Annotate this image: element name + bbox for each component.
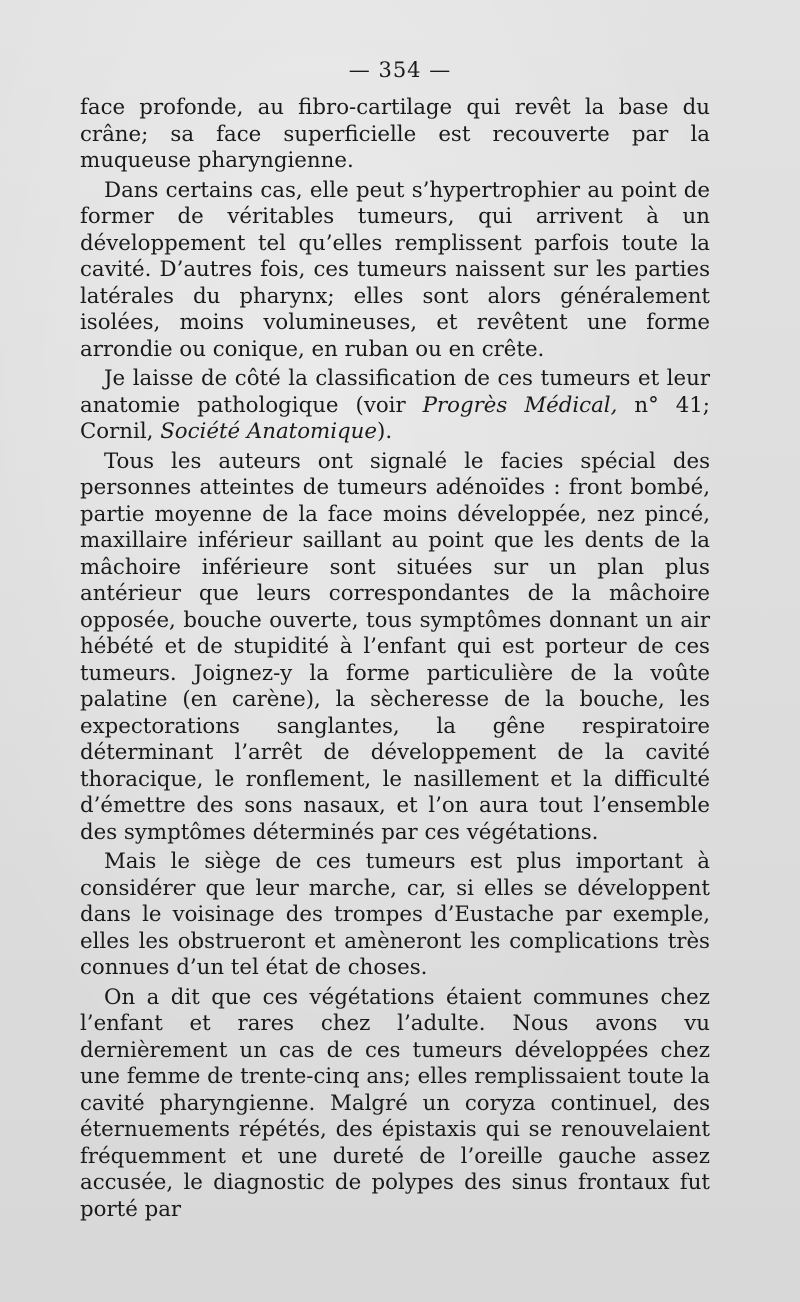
paragraph-hypertrophy — [80, 178, 710, 364]
journal-title: Progrès Médical, — [422, 392, 618, 418]
paragraph-classification — [80, 366, 710, 446]
paragraph-text: n° 41; Cornil, — [80, 392, 710, 444]
paragraph-text: Dans certains cas, elle peut s’hypertrophier au point de former de véritables tumeurs, qui arrivent à un développement tel qu’elles remplissent parfois toute la cavité. D’autres fois, ces tumeurs naissent sur les parties latérales du pharynx; elles sont alors généralement isolées, moins volumineuses, et revêtent une forme arrondie ou conique, en ruban ou en crête. — [80, 177, 710, 362]
paragraph-continuation — [80, 95, 710, 175]
paragraph-text: Je laisse de côté la classification de ces tumeurs et leur anatomie pathologique (voir — [80, 366, 710, 418]
paragraph-case — [80, 985, 710, 1224]
paragraph-text: On a dit que ces végétations étaient communes chez l’enfant et rares chez l’adulte. Nous avons vu dernièrement un cas de ces tumeurs développées chez une femme de trente-cinq ans; elles remplissaient toute la cavité pharyngienne. Malgré un coryza continuel, des éternuements répétés, des épistaxis qui se renouvelaient fréquemment et une dureté de l’oreille gauche assez accusée, le diagnostic de polypes des sinus frontaux fut porté par — [80, 984, 710, 1222]
paragraph-text: ). — [377, 419, 393, 444]
paragraph-text: Mais le siège de ces tumeurs est plus important à considérer que leur marche, car, si elles se développent dans le voisinage des trompes d’Eustache par exemple, elles les obstrueront et amèneront les complications très connues d’un tel état de choses. — [80, 849, 710, 980]
society-title: Société Anatomique — [160, 419, 378, 444]
paragraph-text: Tous les auteurs ont signalé le facies spécial des personnes atteintes de tumeurs adénoïdes : front bombé, partie moyenne de la face moins développée, nez pincé, maxillaire inférieur saillant au point que les dents de la mâchoire inférieure sont situées sur un plan plus antérieur que leurs correspondantes de la mâchoire opposée, bouche ouverte, tous symptômes donnant un air hébété et de stupidité à l’enfant qui est porteur de ces tumeurs. Joignez-y la forme particulière de la voûte palatine (en carène), la sècheresse de la bouche, les expectorations sanglantes, la gêne respiratoire déterminant l’arrêt de développement de la cavité thoracique, le ronflement, le nasillement et la difficulté d’émettre des sons nasaux, et l’on aura tout l’ensemble des symptômes déterminés par ces végétations. — [80, 448, 710, 845]
paragraph-facies — [80, 449, 710, 847]
paragraph-text: face profonde, au fibro-cartilage qui revêt la base du crâne; sa face superficielle est recouverte par la muqueuse pharyngienne. — [80, 95, 710, 173]
page-number: — 354 — — [348, 58, 452, 82]
body-text — [80, 95, 710, 1223]
paragraph-location — [80, 849, 710, 982]
